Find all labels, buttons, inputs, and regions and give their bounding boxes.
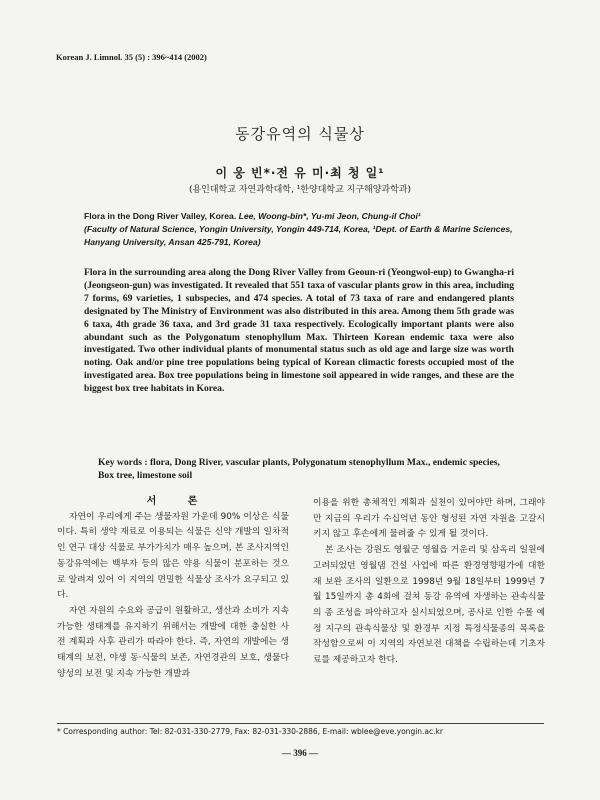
footnote: * Corresponding author: Tel: 82-031-330-2779, Fax: 82-031-330-2886, E-mail: wblee@eve.yongin.ac.kr (57, 727, 443, 736)
english-header (84, 210, 514, 249)
english-title: Flora in the Dong River Valley, Korea. (84, 211, 237, 221)
affiliation: (용인대학교 자연과학대학, ¹한양대학교 지구해양과학과) (188, 185, 412, 195)
english-authors: Lee, Woong-bin*, Yu-mi Jeon, Chung-il Choi¹ (238, 211, 421, 221)
section-title: 서 론 (146, 496, 212, 507)
english-affiliation: (Faculty of Natural Science, Yongin University, Yongin 449-714, Korea, ¹Dept. of Earth & Marine Sciences, Hanyang University, Ansan 425-791, Korea) (84, 224, 513, 247)
paragraph: 본 조사는 강원도 영월군 영월읍 거운리 및 삼옥리 일원에 고려되었던 영월댐 건설 사업에 따른 환경영향평가에 대한 재 보완 조사의 일환으로 1998년 9월 18일부터 1999년 7월 15일까지 총 4회에 걸쳐 동강 유역에 자생하는 관속식물의 종 조성을 파악하고자 실시되었으며, 공사로 인한 수몰 예정 지구의 관속식물상 및 환경부 지정 특정식물종의 목록을 작성함으로써 이 지역의 자연보전 대책을 수립하는데 기초자료를 제공하고자 한다. (313, 545, 545, 666)
paragraph: 자연 자원의 수요와 공급이 원활하고, 생산과 소비가 지속 가능한 생태계를 유지하기 위해서는 개발에 대한 충실한 사전 계획과 사후 관리가 따라야 한다. 즉, 자연의 개발에는 생태계의 보전, 야생 동·식물의 보존, 자연경관의 보호, 생물다양성의 보전 및 지속 가능한 개발과 (57, 605, 289, 679)
paper-title: 동강유역의 식물상 (235, 125, 365, 143)
keywords-text: flora, Dong River, vascular plants, Polygonatum stenophyllum Max., endemic species, Box tree, limestone soil (98, 457, 500, 481)
paragraph: 자연이 우리에게 주는 생물자원 가운데 90% 이상은 식물이다. 특히 생약 재료로 이용되는 식물은 신약 개발의 일차적인 연구 대상 식물로 부가가치가 매우 높으며, 본 조사지역인 동강유역에는 백부자 등의 많은 약용 식물이 분포하는 것으로 알려져 있어 이 지역의 면밀한 식물상 조사가 요구되고 있다. (57, 511, 289, 601)
left-column (57, 494, 289, 682)
authors: 이 웅 빈*·전 유 미·최 청 일¹ (215, 166, 385, 180)
keywords-label: Key words : (98, 457, 148, 468)
keywords (98, 456, 518, 482)
journal-reference: Korean J. Limnol. 35 (5) : 396~414 (2002) (56, 52, 207, 62)
footnote-divider (57, 723, 544, 724)
page-number: — 396 — (282, 748, 318, 758)
abstract-text: Flora in the surrounding area along the Dong River Valley from Geoun-ri (Yeongwol-eup) to Gwangha-ri (Jeongseon-gun) was investigated. It revealed that 551 taxa of vascular plants grow in this area, including 7 forms, 69 varieties, 1 subspecies, and 474 species. A total of 73 taxa of rare and endangered plants designated by The Ministry of Environment was also distributed in this area. Among them 5th grade was 6 taxa, 4th grade 36 taxa, and 3rd grade 31 taxa respectively. Ecologically important plants were also abundant such as the Polygonatum stenophyllum Max. Thirteen Korean endemic taxa were also investigated. Two other individual plants of monumental status such as old age and large size was worth noting. Oak and/or pine tree populations being typical of Korean climactic forests occupied most of the investigated area. Box tree populations being in limestone soil appeared in wide ranges, and these are the biggest box tree habitats in Korea. (84, 267, 514, 395)
abstract (84, 267, 514, 396)
right-column (313, 496, 545, 669)
paragraph: 이용을 위한 총체적인 계획과 실천이 있어야만 하며, 그래야만 지금의 우리가 수십억년 동안 형성된 자연 자원을 고갈시키지 않고 후손에게 물려줄 수 있게 될 것이다. (313, 498, 545, 540)
